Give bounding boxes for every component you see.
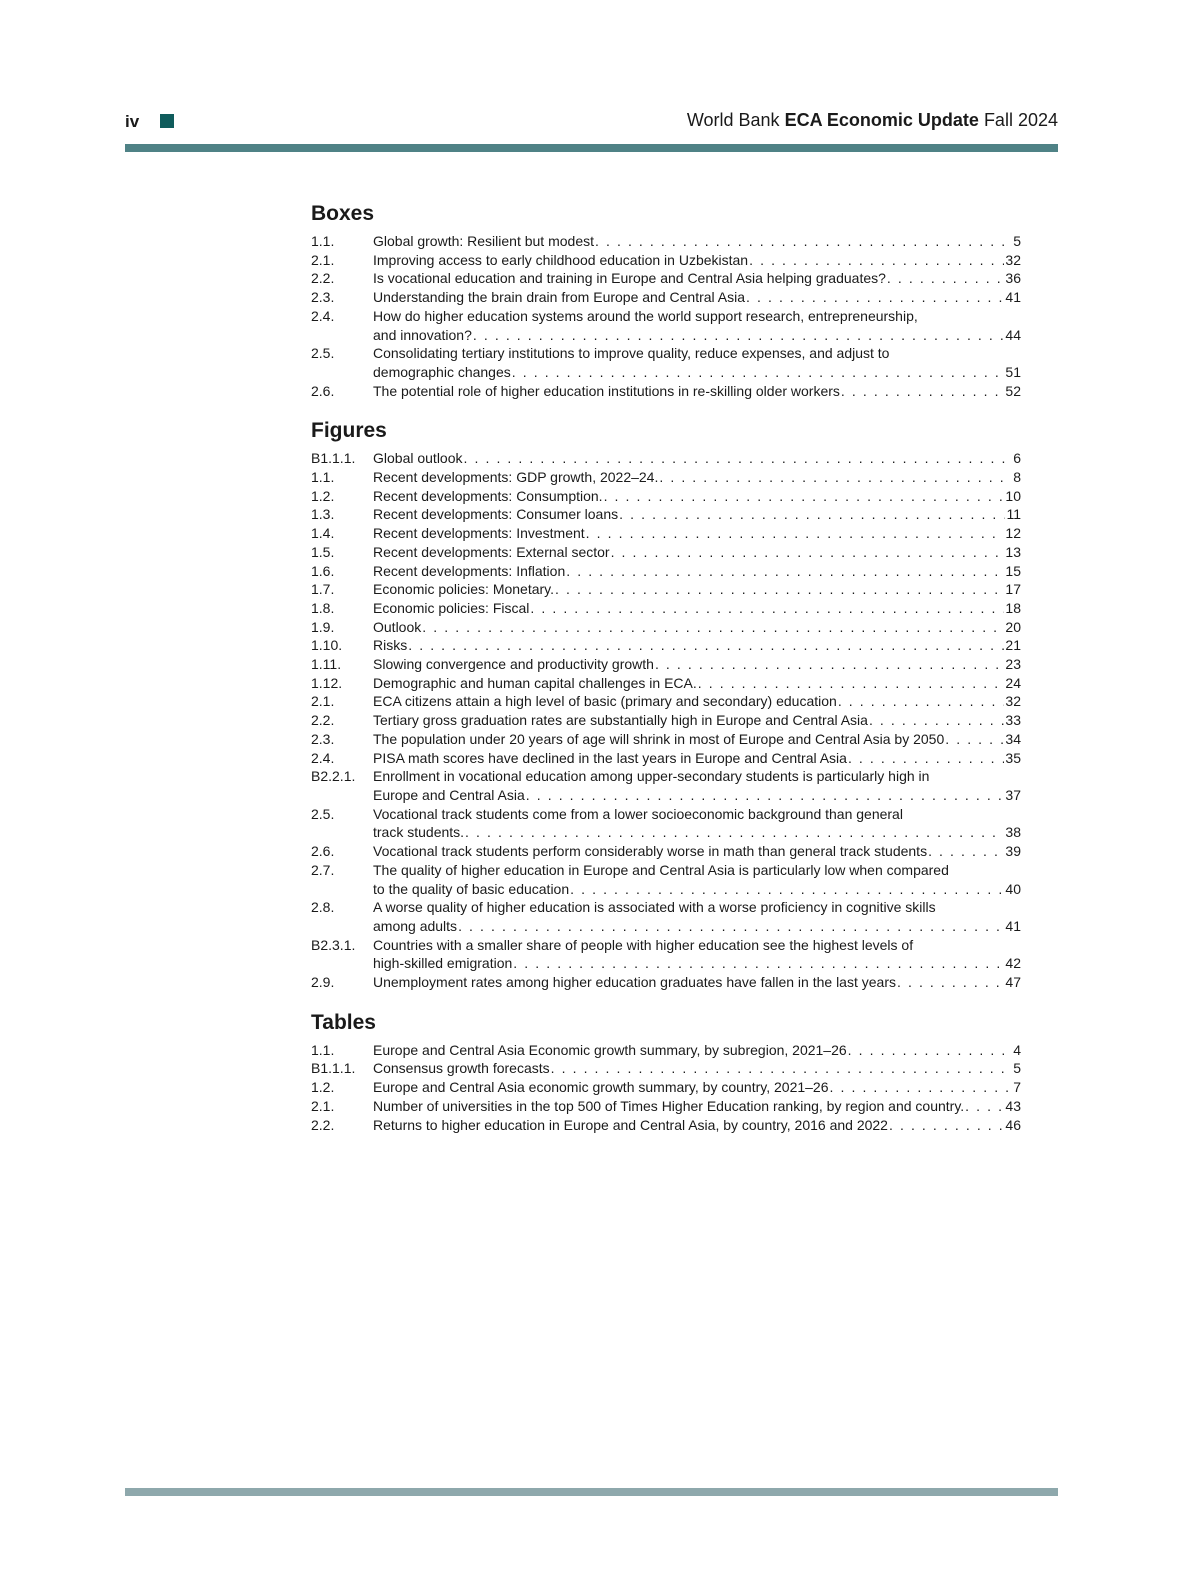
toc-entry bbox=[311, 655, 1021, 674]
entry-line bbox=[373, 524, 1021, 543]
toc-entry bbox=[311, 618, 1021, 637]
toc-entry bbox=[311, 251, 1021, 270]
entry-number: 1.12. bbox=[311, 674, 343, 691]
toc-entry bbox=[311, 344, 1021, 381]
entry-title: The population under 20 years of age will shrink in most of Europe and Central Asia by 2050 bbox=[373, 730, 945, 747]
entry-title: The potential role of higher education institutions in re-skilling older workers bbox=[373, 382, 840, 399]
toc-section-figures bbox=[311, 417, 1021, 991]
entry-title: Europe and Central Asia bbox=[373, 786, 525, 803]
dot-leader bbox=[604, 487, 1005, 506]
entry-number: 2.5. bbox=[311, 805, 335, 822]
entry-line bbox=[373, 1041, 1021, 1060]
dot-leader bbox=[570, 880, 1004, 899]
entry-page-number: 39 bbox=[1005, 843, 1021, 860]
dot-leader bbox=[749, 251, 1004, 270]
entry-title: Recent developments: External sector bbox=[373, 543, 610, 560]
dot-leader bbox=[889, 1116, 1004, 1135]
dot-leader bbox=[566, 562, 1004, 581]
entry-title: Economic policies: Monetary. bbox=[373, 581, 555, 598]
dot-leader bbox=[465, 823, 1004, 842]
entry-number: 1.7. bbox=[311, 581, 335, 598]
entry-page-number: 32 bbox=[1005, 251, 1021, 268]
title-bold: ECA Economic Update bbox=[784, 110, 979, 130]
dot-leader bbox=[746, 288, 1004, 307]
entry-line bbox=[373, 1059, 1021, 1078]
entry-line bbox=[373, 655, 1021, 674]
dot-leader bbox=[464, 449, 1013, 468]
toc-entry-list bbox=[311, 232, 1021, 400]
entry-page-number: 51 bbox=[1005, 363, 1021, 380]
dot-leader bbox=[848, 749, 1004, 768]
entry-number: 2.4. bbox=[311, 749, 335, 766]
entry-page-number: 4 bbox=[1013, 1041, 1021, 1058]
entry-line bbox=[373, 599, 1021, 618]
entry-line bbox=[373, 767, 1021, 786]
toc-entry bbox=[311, 487, 1021, 506]
entry-title: Consensus growth forecasts bbox=[373, 1060, 550, 1077]
entry-title: Enrollment in vocational education among upper-secondary students is particularly high in bbox=[373, 768, 930, 785]
toc-entry bbox=[311, 973, 1021, 992]
entry-title: Recent developments: Consumption. bbox=[373, 487, 603, 504]
toc-entry bbox=[311, 288, 1021, 307]
toc-entry bbox=[311, 692, 1021, 711]
entry-page-number: 42 bbox=[1005, 955, 1021, 972]
entry-title: Europe and Central Asia Economic growth summary, by subregion, 2021–26 bbox=[373, 1041, 847, 1058]
entry-line bbox=[373, 954, 1021, 973]
entry-title: Countries with a smaller share of people with higher education see the highest levels of bbox=[373, 936, 914, 953]
entry-title: high-skilled emigration bbox=[373, 955, 513, 972]
dot-leader bbox=[422, 618, 1004, 637]
entry-number: 2.3. bbox=[311, 730, 335, 747]
entry-number: 2.6. bbox=[311, 843, 335, 860]
entry-page-number: 40 bbox=[1005, 880, 1021, 897]
entry-page-number: 21 bbox=[1005, 637, 1021, 654]
dot-leader bbox=[830, 1078, 1013, 1097]
entry-number: 2.1. bbox=[311, 693, 335, 710]
entry-number: 2.3. bbox=[311, 289, 335, 306]
entry-line bbox=[373, 307, 1021, 326]
toc-entry bbox=[311, 543, 1021, 562]
entry-title: Recent developments: GDP growth, 2022–24. bbox=[373, 469, 659, 486]
entry-line bbox=[373, 562, 1021, 581]
entry-title: PISA math scores have declined in the last years in Europe and Central Asia bbox=[373, 749, 847, 766]
entry-number: 1.2. bbox=[311, 487, 335, 504]
dot-leader bbox=[841, 382, 1005, 401]
entry-page-number: 17 bbox=[1005, 581, 1021, 598]
entry-number: 1.8. bbox=[311, 599, 335, 616]
toc-entry-list bbox=[311, 1041, 1021, 1135]
entry-number: 1.9. bbox=[311, 618, 335, 635]
entry-line bbox=[373, 363, 1021, 382]
entry-line bbox=[373, 730, 1021, 749]
dot-leader bbox=[551, 1059, 1013, 1078]
entry-line bbox=[373, 251, 1021, 270]
entry-line bbox=[373, 344, 1021, 363]
entry-page-number: 38 bbox=[1005, 824, 1021, 841]
entry-page-number: 15 bbox=[1005, 562, 1021, 579]
entry-title: Recent developments: Consumer loans bbox=[373, 506, 619, 523]
entry-title: Outlook bbox=[373, 618, 422, 635]
entry-title: Improving access to early childhood education in Uzbekistan bbox=[373, 251, 749, 268]
entry-number: 2.1. bbox=[311, 251, 335, 268]
entry-number: 2.4. bbox=[311, 307, 335, 324]
dot-leader bbox=[619, 505, 1005, 524]
header-rule bbox=[125, 144, 1058, 152]
entry-line bbox=[373, 711, 1021, 730]
toc-entry bbox=[311, 599, 1021, 618]
entry-page-number: 37 bbox=[1005, 786, 1021, 803]
entry-line bbox=[373, 326, 1021, 345]
entry-number: 2.6. bbox=[311, 382, 335, 399]
dot-leader bbox=[473, 326, 1005, 345]
title-prefix: World Bank bbox=[686, 110, 785, 130]
entry-page-number: 5 bbox=[1013, 1060, 1021, 1077]
entry-title: Tertiary gross graduation rates are substantially high in Europe and Central Asia bbox=[373, 712, 868, 729]
dot-leader bbox=[869, 711, 1004, 730]
entry-title: to the quality of basic education bbox=[373, 880, 570, 897]
entry-title: and innovation? bbox=[373, 326, 472, 343]
entry-line bbox=[373, 636, 1021, 655]
entry-number: 2.2. bbox=[311, 270, 335, 287]
dot-leader bbox=[698, 674, 1005, 693]
entry-line bbox=[373, 269, 1021, 288]
dot-leader bbox=[408, 636, 1004, 655]
section-heading: Tables bbox=[311, 1010, 376, 1034]
entry-title: Risks bbox=[373, 637, 408, 654]
toc-entry bbox=[311, 1059, 1021, 1078]
toc-entry bbox=[311, 711, 1021, 730]
dot-leader bbox=[458, 917, 1004, 936]
toc-entry bbox=[311, 636, 1021, 655]
entry-number: 2.7. bbox=[311, 861, 335, 878]
entry-page-number: 18 bbox=[1005, 599, 1021, 616]
entry-number: 1.1. bbox=[311, 1041, 335, 1058]
toc-entry bbox=[311, 749, 1021, 768]
publication-title bbox=[687, 110, 1058, 131]
entry-line bbox=[373, 880, 1021, 899]
toc-entry bbox=[311, 232, 1021, 251]
entry-page-number: 6 bbox=[1013, 450, 1021, 467]
entry-title: Global outlook bbox=[373, 450, 463, 467]
toc-section-boxes bbox=[311, 200, 1021, 400]
header-square-mark bbox=[160, 114, 174, 128]
toc-entry bbox=[311, 730, 1021, 749]
entry-title: Demographic and human capital challenges in ECA. bbox=[373, 674, 697, 691]
entry-number: 1.6. bbox=[311, 562, 335, 579]
toc-entry bbox=[311, 805, 1021, 842]
entry-line bbox=[373, 1078, 1021, 1097]
entry-number: B2.3.1. bbox=[311, 936, 356, 953]
entry-line bbox=[373, 674, 1021, 693]
toc-entry bbox=[311, 382, 1021, 401]
toc-entry bbox=[311, 562, 1021, 581]
entry-number: 2.2. bbox=[311, 712, 335, 729]
entry-title: track students. bbox=[373, 824, 465, 841]
entry-page-number: 10 bbox=[1005, 487, 1021, 504]
dot-leader bbox=[586, 524, 1005, 543]
entry-page-number: 41 bbox=[1005, 289, 1021, 306]
table-of-contents bbox=[311, 200, 1021, 1151]
entry-page-number: 34 bbox=[1005, 730, 1021, 747]
entry-number: 1.5. bbox=[311, 543, 335, 560]
entry-line bbox=[373, 505, 1021, 524]
entry-title: ECA citizens attain a high level of basic (primary and secondary) education bbox=[373, 693, 837, 710]
entry-page-number: 20 bbox=[1005, 618, 1021, 635]
dot-leader bbox=[848, 1041, 1013, 1060]
toc-entry-list bbox=[311, 449, 1021, 991]
entry-line bbox=[373, 232, 1021, 251]
dot-leader bbox=[945, 730, 1004, 749]
entry-title: Returns to higher education in Europe and Central Asia, by country, 2016 and 2022 bbox=[373, 1116, 888, 1133]
entry-title: Economic policies: Fiscal bbox=[373, 599, 530, 616]
section-heading: Boxes bbox=[311, 202, 375, 225]
entry-title: Understanding the brain drain from Europe and Central Asia bbox=[373, 289, 745, 306]
entry-title: The quality of higher education in Europe and Central Asia is particularly low when compared bbox=[373, 861, 949, 878]
footer-rule bbox=[125, 1488, 1058, 1496]
dot-leader bbox=[512, 363, 1005, 382]
entry-title: Recent developments: Inflation bbox=[373, 562, 566, 579]
entry-line bbox=[373, 288, 1021, 307]
entry-title: among adults bbox=[373, 917, 458, 934]
toc-entry bbox=[311, 524, 1021, 543]
entry-line bbox=[373, 618, 1021, 637]
entry-page-number: 7 bbox=[1013, 1079, 1021, 1096]
entry-title: Europe and Central Asia economic growth summary, by country, 2021–26 bbox=[373, 1079, 829, 1096]
entry-number: 1.11. bbox=[311, 656, 342, 673]
entry-page-number: 36 bbox=[1005, 270, 1021, 287]
entry-title: A worse quality of higher education is associated with a worse proficiency in cognitive skills bbox=[373, 899, 936, 916]
entry-line bbox=[373, 382, 1021, 401]
dot-leader bbox=[838, 692, 1005, 711]
entry-number: 2.2. bbox=[311, 1116, 335, 1133]
entry-page-number: 33 bbox=[1005, 712, 1021, 729]
entry-number: 1.4. bbox=[311, 525, 335, 542]
entry-title: demographic changes bbox=[373, 363, 511, 380]
toc-entry bbox=[311, 898, 1021, 935]
entry-page-number: 13 bbox=[1005, 543, 1021, 560]
entry-line bbox=[373, 543, 1021, 562]
entry-line bbox=[373, 692, 1021, 711]
entry-page-number: 43 bbox=[1005, 1097, 1021, 1114]
dot-leader bbox=[513, 954, 1004, 973]
entry-number: B1.1.1. bbox=[311, 450, 356, 467]
entry-page-number: 35 bbox=[1005, 749, 1021, 766]
toc-entry bbox=[311, 1041, 1021, 1060]
entry-line bbox=[373, 487, 1021, 506]
entry-line bbox=[373, 749, 1021, 768]
entry-number: 2.1. bbox=[311, 1097, 335, 1114]
entry-line bbox=[373, 936, 1021, 955]
dot-leader bbox=[897, 973, 1004, 992]
toc-entry bbox=[311, 269, 1021, 288]
toc-entry bbox=[311, 674, 1021, 693]
entry-title: Unemployment rates among higher education graduates have fallen in the last years bbox=[373, 974, 896, 991]
dot-leader bbox=[555, 580, 1004, 599]
entry-page-number: 32 bbox=[1005, 693, 1021, 710]
entry-title: Vocational track students perform considerably worse in math than general track students bbox=[373, 843, 928, 860]
toc-entry bbox=[311, 1078, 1021, 1097]
entry-number: B2.2.1. bbox=[311, 768, 356, 785]
entry-line bbox=[373, 917, 1021, 936]
dot-leader bbox=[887, 269, 1005, 288]
entry-number: B1.1.1. bbox=[311, 1060, 356, 1077]
dot-leader bbox=[965, 1097, 1004, 1116]
toc-entry bbox=[311, 1097, 1021, 1116]
entry-line bbox=[373, 823, 1021, 842]
dot-leader bbox=[928, 842, 1004, 861]
entry-number: 1.2. bbox=[311, 1079, 335, 1096]
entry-line bbox=[373, 449, 1021, 468]
entry-line bbox=[373, 468, 1021, 487]
dot-leader bbox=[655, 655, 1004, 674]
entry-title: Number of universities in the top 500 of Times Higher Education ranking, by region and country. bbox=[373, 1097, 965, 1114]
entry-page-number: 12 bbox=[1005, 525, 1021, 542]
toc-entry bbox=[311, 468, 1021, 487]
entry-line bbox=[373, 898, 1021, 917]
entry-line bbox=[373, 861, 1021, 880]
section-heading: Figures bbox=[311, 419, 387, 443]
entry-line bbox=[373, 786, 1021, 805]
entry-number: 1.10. bbox=[311, 637, 343, 654]
entry-page-number: 24 bbox=[1005, 674, 1021, 691]
dot-leader bbox=[595, 232, 1012, 251]
entry-line bbox=[373, 580, 1021, 599]
entry-line bbox=[373, 805, 1021, 824]
toc-entry bbox=[311, 505, 1021, 524]
entry-number: 1.1. bbox=[311, 233, 335, 249]
title-suffix: Fall 2024 bbox=[978, 110, 1058, 130]
dot-leader bbox=[611, 543, 1005, 562]
entry-title: How do higher education systems around the world support research, entrepreneurship, bbox=[373, 307, 918, 324]
entry-title: Slowing convergence and productivity growth bbox=[373, 656, 654, 673]
entry-line bbox=[373, 973, 1021, 992]
entry-number: 1.3. bbox=[311, 506, 335, 523]
entry-number: 2.8. bbox=[311, 899, 335, 916]
toc-entry bbox=[311, 1116, 1021, 1135]
entry-line bbox=[373, 1116, 1021, 1135]
toc-entry bbox=[311, 842, 1021, 861]
entry-page-number: 47 bbox=[1005, 974, 1021, 991]
dot-leader bbox=[526, 786, 1005, 805]
toc-section-tables bbox=[311, 1009, 1021, 1135]
toc-entry bbox=[311, 936, 1021, 973]
entry-number: 1.1. bbox=[311, 469, 335, 486]
entry-line bbox=[373, 842, 1021, 861]
entry-page-number: 8 bbox=[1013, 469, 1021, 486]
entry-page-number: 44 bbox=[1005, 326, 1021, 343]
dot-leader bbox=[659, 468, 1012, 487]
entry-number: 2.9. bbox=[311, 974, 335, 991]
entry-page-number: 41 bbox=[1005, 917, 1021, 934]
toc-entry bbox=[311, 767, 1021, 804]
entry-line bbox=[373, 1097, 1021, 1116]
entry-title: Consolidating tertiary institutions to improve quality, reduce expenses, and adjust to bbox=[373, 345, 890, 362]
entry-page-number: 23 bbox=[1005, 656, 1021, 673]
running-header bbox=[125, 110, 1058, 138]
entry-title: Vocational track students come from a lower socioeconomic background than general bbox=[373, 805, 903, 822]
entry-title: Recent developments: Investment bbox=[373, 525, 585, 542]
toc-entry bbox=[311, 861, 1021, 898]
toc-entry bbox=[311, 580, 1021, 599]
entry-page-number: 11 bbox=[1006, 506, 1021, 523]
dot-leader bbox=[530, 599, 1004, 618]
page-number: iv bbox=[125, 112, 140, 131]
entry-page-number: 5 bbox=[1013, 233, 1021, 249]
entry-title: Is vocational education and training in Europe and Central Asia helping graduates? bbox=[373, 270, 886, 287]
entry-page-number: 52 bbox=[1005, 382, 1021, 399]
toc-entry bbox=[311, 307, 1021, 344]
toc-entry bbox=[311, 449, 1021, 468]
entry-page-number: 46 bbox=[1005, 1116, 1021, 1133]
entry-title: Global growth: Resilient but modest bbox=[373, 233, 594, 249]
entry-number: 2.5. bbox=[311, 345, 335, 362]
